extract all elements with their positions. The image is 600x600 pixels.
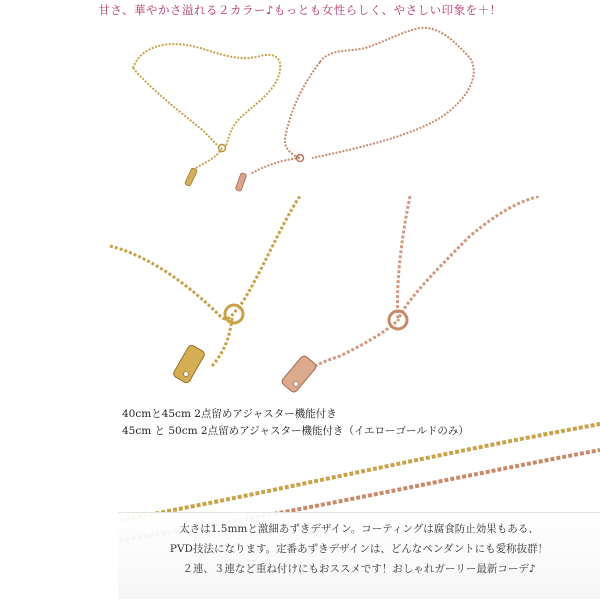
description-panel	[118, 512, 600, 599]
headline-text: 甘さ、華やかさ溢れる２カラー♪もっとも女性らしく、やさしい印象を＋！	[98, 3, 502, 17]
yellow-gold-detail-chain	[120, 424, 600, 520]
yellow-gold-adjuster-tag	[184, 168, 197, 187]
pink-gold-chain	[312, 28, 474, 158]
photo-adjuster-closeup	[0, 196, 600, 402]
yellow-gold-closeup-tag	[172, 344, 206, 384]
description-line-3: ２連、３連など重ね付けにもおススメです！おしゃれガーリー最新コーデ♪	[182, 563, 536, 575]
yellow-gold-clasp	[225, 305, 243, 323]
photo-full-necklaces	[0, 18, 600, 196]
size-caption-1: 40cmと45cm 2点留めアジャスター機能付き	[122, 408, 337, 420]
pink-gold-closeup-tag	[281, 354, 318, 393]
yellow-gold-closeup-chain	[110, 196, 300, 319]
size-caption-2: 45cm と 50cm 2点留めアジャスター機能付き（イエローゴールドのみ）	[122, 425, 469, 437]
pink-gold-closeup-chain	[398, 196, 541, 321]
yellow-gold-chain	[133, 44, 280, 146]
description-line-2: PVD技法になります。定番あずきデザインは、どんなペンダントにも愛称抜群！	[169, 543, 549, 555]
description-line-1: 太さは1.5mmと激細あずきデザイン。コーティングは腐食防止効果もある、	[179, 523, 539, 535]
pink-gold-adjuster-tag	[235, 173, 247, 192]
